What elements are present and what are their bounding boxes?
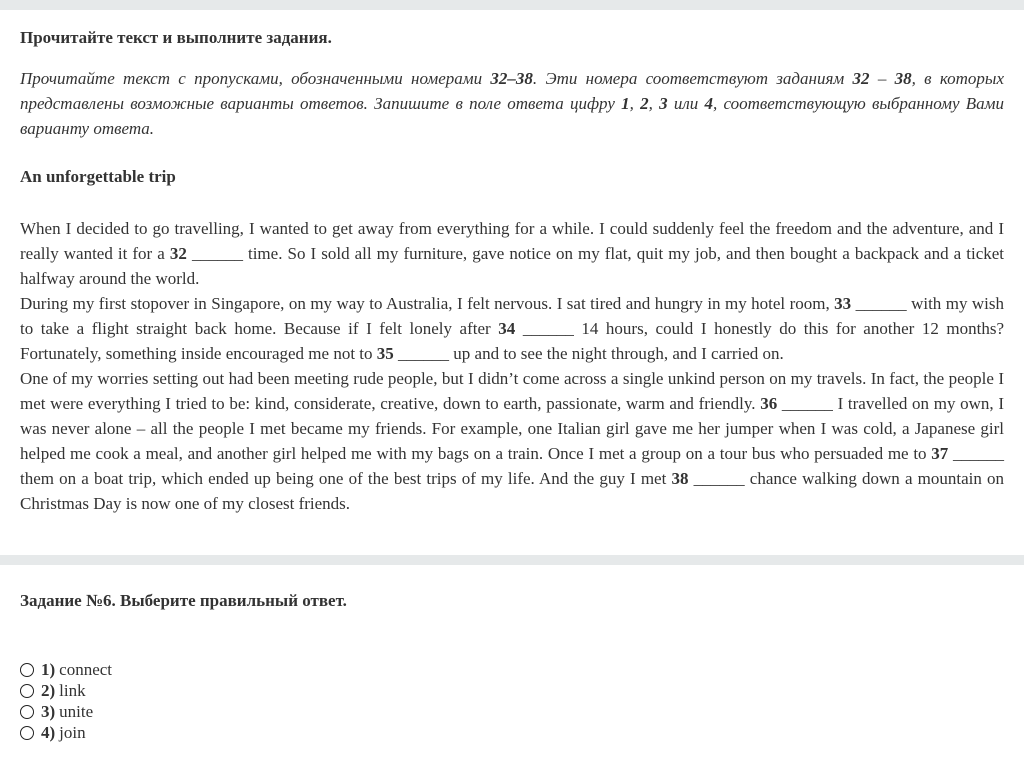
gap-number-38: 38 [671, 469, 689, 488]
instructions-fragment: , [648, 94, 660, 113]
passage-fragment: them on a boat trip, which ended up being one of the best trips of my life. And the guy I met [20, 469, 672, 488]
section-heading: Прочитайте текст и выполните задания. [20, 28, 332, 47]
passage-paragraph-3 [20, 366, 1004, 516]
instructions-number: 38 [894, 69, 912, 88]
instructions-digit: 2 [640, 94, 649, 113]
instructions-fragment: , в которых представлены возможные варианты ответов. Запишите в поле ответа цифру [20, 69, 1004, 113]
instructions-fragment: или [667, 94, 705, 113]
gap-blank-36: ______ [781, 394, 833, 413]
passage-fragment: During my first stopover in Singapore, on my way to Australia, I felt nervous. I sat tired and hungry in my hotel room, [20, 294, 835, 313]
option-number: 2) [41, 681, 56, 700]
radio-button[interactable] [20, 684, 34, 698]
option-number: 4) [41, 723, 56, 742]
gap-blank-32: ______ [191, 244, 243, 263]
instructions-text [20, 66, 1004, 141]
answer-option-2[interactable] [20, 680, 112, 701]
instructions-number: 32 [852, 69, 870, 88]
passage-fragment: time. So I sold all my furniture, gave notice on my flat, quit my job, and then bought a backpack and a ticket halfway around the world. [20, 244, 1005, 288]
gap-number-36: 36 [760, 394, 778, 413]
text-title: An unforgettable trip [20, 167, 176, 186]
reading-panel [0, 10, 1024, 555]
gap-number-32: 32 [169, 244, 187, 263]
gap-number-37: 37 [931, 444, 949, 463]
instructions-fragment: , [629, 94, 641, 113]
answer-option-1[interactable] [20, 659, 112, 680]
instructions-digit: 4 [704, 94, 713, 113]
option-number: 3) [41, 702, 56, 721]
radio-button[interactable] [20, 705, 34, 719]
task-title: Задание №6. Выберите правильный ответ. [20, 591, 347, 610]
passage-fragment: One of my worries setting out had been meeting rude people, but I didn’t come across a single unkind person on my travels. In fact, the people I met were everything I tried to be: kind, considerate, creative, down to earth, passionate, warm and friendly. [20, 369, 1004, 413]
option-number: 1) [41, 660, 56, 679]
passage-fragment: with my wish to take a flight straight back home. Because if I felt lonely after [20, 294, 1005, 338]
radio-button[interactable] [20, 663, 34, 677]
gap-number-34: 34 [498, 319, 516, 338]
instructions-range: 32–38 [490, 69, 533, 88]
gap-blank-37: ______ [953, 444, 1005, 463]
answer-option-3[interactable] [20, 701, 112, 722]
gap-blank-33: ______ [855, 294, 907, 313]
passage-paragraph-1 [20, 216, 1004, 291]
passage-fragment: chance walking down a mountain on Christmas Day is now one of my closest friends. [20, 469, 1005, 513]
instructions-digit: 1 [621, 94, 630, 113]
instructions-fragment: , соответствующую выбранному Вами варианту ответа. [20, 94, 1005, 138]
gap-blank-34: ______ [522, 319, 574, 338]
passage-fragment: 14 hours, could I honestly do this for another 12 months? Fortunately, something inside encouraged me not to [20, 319, 1004, 363]
task-panel [0, 565, 1024, 780]
radio-button[interactable] [20, 726, 34, 740]
instructions-digit: 3 [659, 94, 668, 113]
gap-number-33: 33 [834, 294, 852, 313]
option-label: link [59, 681, 86, 700]
answer-options [20, 659, 112, 743]
option-label: join [59, 723, 86, 742]
instructions-fragment: . Эти номера соответствуют заданиям [532, 69, 853, 88]
option-label: unite [59, 702, 94, 721]
passage-fragment: I travelled on my own, I was never alone – all the people I met became my friends. For example, one Italian girl gave me her jumper when I was cold, a Japanese girl helped me cook a meal, and another girl helped me with my bags on a train. Once I met a group on a tour bus who persuaded me to [20, 394, 1004, 463]
answer-option-4[interactable] [20, 722, 112, 743]
top-divider-bar [0, 0, 1024, 10]
passage-fragment: up and to see the night through, and I carried on. [449, 344, 784, 363]
gap-blank-38: ______ [693, 469, 745, 488]
instructions-fragment: Прочитайте текст с пропусками, обозначенными номерами [20, 69, 491, 88]
gap-number-35: 35 [376, 344, 394, 363]
passage-fragment: When I decided to go travelling, I wanted to get away from everything for a while. I could suddenly feel the freedom and the adventure, and I really wanted it for a [20, 219, 1004, 263]
middle-divider-bar [0, 555, 1024, 565]
option-label: connect [59, 660, 113, 679]
reading-passage [20, 216, 1004, 516]
gap-blank-35: ______ [398, 344, 450, 363]
instructions-fragment: – [869, 69, 895, 88]
passage-paragraph-2 [20, 291, 1004, 366]
